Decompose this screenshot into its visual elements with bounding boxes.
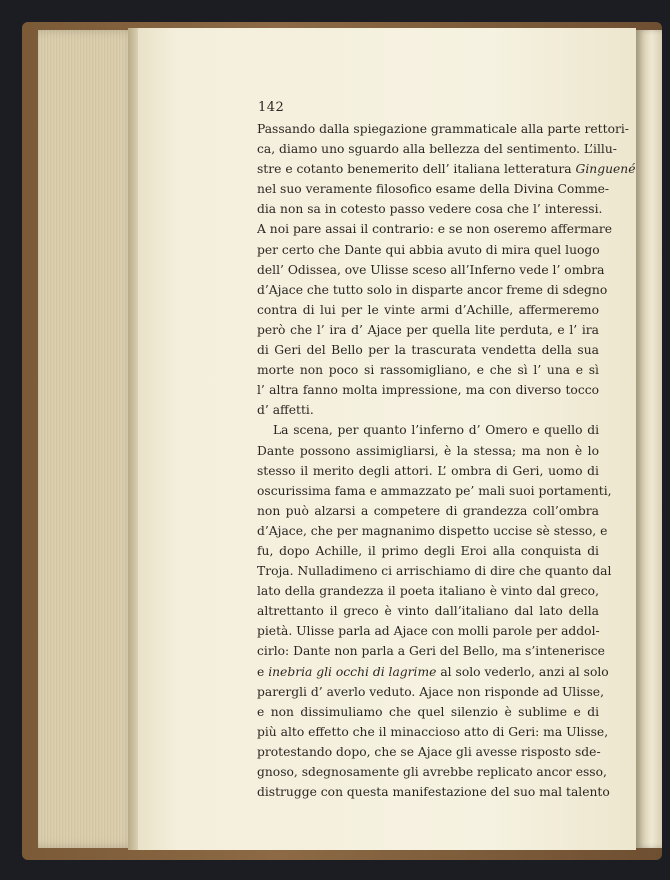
text-line: Troja. Nulladimeno ci arrischiamo di dire che quanto dal xyxy=(257,564,612,579)
text-line: stre e cotanto benemerito dell’ italiana letteratura Ginguené xyxy=(257,162,636,177)
text-line: ca, diamo uno sguardo alla bellezza del sentimento. L’illu- xyxy=(257,142,617,157)
text-line: d’Ajace, che per magnanimo dispetto uccise sè stesso, e xyxy=(257,523,608,538)
text-line: dell’ Odissea, ove Ulisse sceso all’Inferno vede l’ ombra xyxy=(257,262,605,277)
text-line: pietà. Ulisse parla ad Ajace con molli parole per addol- xyxy=(257,624,600,639)
text-line: contra di lui per le vinte armi d’Achille, affermeremo xyxy=(257,302,599,317)
text-line: Passando dalla spiegazione grammaticale alla parte rettori- xyxy=(257,122,629,136)
page-number: 142 xyxy=(258,100,285,115)
text-line: altrettanto il greco è vinto dall’italiano dal lato della xyxy=(257,604,599,619)
text-line: d’ affetti. xyxy=(257,403,314,418)
paragraph xyxy=(257,119,636,420)
text-line: A noi pare assai il contrario: e se non oseremo affermare xyxy=(257,222,613,237)
paragraph xyxy=(257,420,612,802)
text-line: La scena, per quanto l’inferno d’ Omero e quello di xyxy=(273,423,599,438)
page-edges xyxy=(38,30,138,848)
next-page-edge xyxy=(636,30,662,848)
text-line: gnoso, sdegnosamente gli avrebbe replicato ancor esso, xyxy=(257,765,607,779)
text-line: e inebria gli occhi di lagrime al solo vederlo, anzi al solo xyxy=(257,664,609,679)
text-line: stesso il merito degli attori. L’ ombra di Geri, uomo di xyxy=(257,463,599,478)
body-text xyxy=(257,119,636,802)
text-line: lato della grandezza il poeta italiano è vinto dal greco, xyxy=(257,584,599,599)
text-line: per certo che Dante qui abbia avuto di mira quel luogo xyxy=(257,242,600,257)
text-line: dia non sa in cotesto passo vedere cosa che l’ interessi. xyxy=(257,202,603,217)
text-line: più alto effetto che il minaccioso atto di Geri: ma Ulisse, xyxy=(257,724,609,739)
text-line: d’Ajace che tutto solo in disparte ancor freme di sdegno xyxy=(257,282,608,297)
text-line: Dante possono assimigliarsi, è la stessa; ma non è lo xyxy=(257,443,599,458)
text-line: nel suo veramente filosofico esame della Divina Comme- xyxy=(257,182,610,197)
text-line: e non dissimuliamo che quel silenzio è sublime e di xyxy=(257,704,599,719)
text-line: distrugge con questa manifestazione del suo mal talento xyxy=(257,785,610,800)
text-line: parergli d’ averlo veduto. Ajace non risponde ad Ulisse, xyxy=(257,684,604,699)
text-line: di Geri del Bello per la trascurata vendetta della sua xyxy=(257,343,599,358)
text-line: morte non poco si rassomigliano, e che sì l’ una e sì xyxy=(257,363,599,378)
text-line: oscurissima fama e ammazzato pe’ mali suoi portamenti, xyxy=(257,483,612,498)
text-line: cirlo: Dante non parla a Geri del Bello, ma s’intenerisce xyxy=(257,644,605,659)
text-line: protestando dopo, che se Ajace gli avesse risposto sde- xyxy=(257,744,601,759)
text-line: l’ altra fanno molta impressione, ma con diverso tocco xyxy=(257,383,599,398)
text-line: fu, dopo Achille, il primo degli Eroi alla conquista di xyxy=(257,543,599,558)
text-line: però che l’ ira d’ Ajace per quella lite perduta, e l’ ira xyxy=(257,322,599,337)
text-line: non può alzarsi a competere di grandezza coll’ombra xyxy=(257,503,599,518)
